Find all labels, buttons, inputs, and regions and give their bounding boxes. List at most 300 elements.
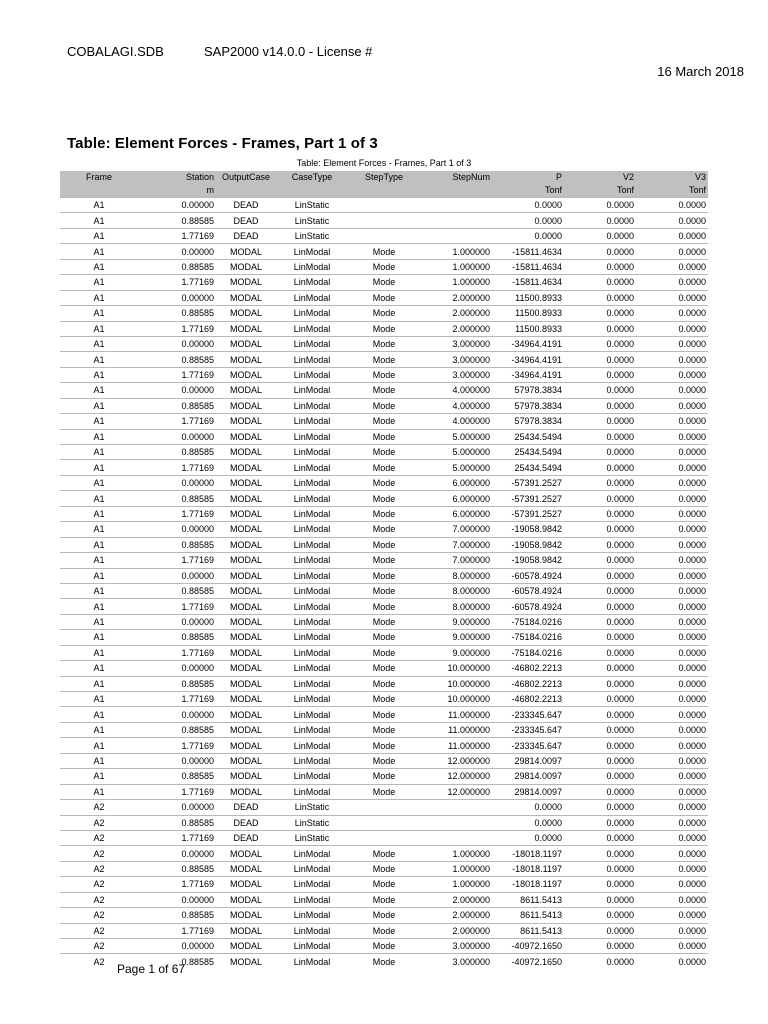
cell-v2: 0.0000: [606, 786, 634, 797]
cell-p: -15811.4634: [512, 261, 562, 272]
cell-case-type: LinModal: [293, 586, 331, 597]
table-row: [60, 784, 708, 799]
cell-output-case: MODAL: [229, 555, 262, 566]
cell-station: 1.77169: [181, 740, 214, 751]
cell-case-type: LinModal: [293, 292, 331, 303]
cell-p: -75184.0216: [511, 647, 562, 658]
cell-v2: 0.0000: [606, 694, 634, 705]
table-row: [60, 306, 708, 321]
cell-p: -57391.2527: [511, 493, 562, 504]
cell-v2: 0.0000: [606, 601, 634, 612]
cell-v3: 0.0000: [678, 354, 706, 365]
cell-v3: 0.0000: [678, 462, 706, 473]
cell-station: 0.88585: [181, 493, 214, 504]
cell-v2: 0.0000: [606, 833, 634, 844]
cell-station: 0.88585: [181, 632, 214, 643]
cell-frame: A1: [93, 200, 105, 211]
cell-v3: 0.0000: [678, 647, 706, 658]
cell-step-type: Mode: [372, 925, 396, 936]
cell-v3: 0.0000: [678, 725, 706, 736]
cell-step-num: 3.000000: [452, 370, 490, 381]
cell-step-num: 1.000000: [452, 864, 490, 875]
cell-p: 8611.5413: [520, 910, 562, 921]
cell-station: 0.88585: [181, 308, 214, 319]
cell-case-type: LinModal: [293, 323, 331, 334]
cell-v2: 0.0000: [606, 539, 634, 550]
col-header-frame: Frame: [60, 171, 138, 184]
cell-output-case: MODAL: [229, 678, 262, 689]
cell-p: 0.0000: [534, 215, 562, 226]
cell-output-case: MODAL: [229, 647, 262, 658]
cell-output-case: MODAL: [229, 694, 262, 705]
table-row: [60, 861, 708, 876]
cell-station: 1.77169: [181, 370, 214, 381]
cell-frame: A1: [93, 647, 105, 658]
col-header-output-case: OutputCase: [216, 171, 276, 184]
cell-case-type: LinModal: [293, 447, 331, 458]
cell-step-num: 5.000000: [452, 431, 490, 442]
cell-v3: 0.0000: [678, 678, 706, 689]
cell-output-case: MODAL: [229, 493, 262, 504]
cell-step-num: 12.000000: [447, 786, 490, 797]
table-row: [60, 568, 708, 583]
cell-step-type: Mode: [372, 694, 396, 705]
cell-case-type: LinStatic: [294, 817, 330, 828]
cell-step-num: 9.000000: [452, 632, 490, 643]
cell-frame: A1: [93, 539, 105, 550]
cell-p: 11500.8933: [515, 323, 562, 334]
cell-case-type: LinModal: [293, 864, 331, 875]
table-heading: Table: Element Forces - Frames, Part 1 of 3: [67, 135, 378, 152]
cell-step-num: [420, 800, 492, 815]
cell-case-type: LinModal: [293, 879, 331, 890]
cell-frame: A1: [93, 617, 105, 628]
cell-case-type: LinModal: [293, 555, 331, 566]
cell-frame: A1: [93, 308, 105, 319]
cell-case-type: LinModal: [293, 354, 331, 365]
cell-station: 1.77169: [181, 879, 214, 890]
cell-case-type: LinModal: [293, 416, 331, 427]
cell-step-type: Mode: [372, 277, 396, 288]
cell-output-case: MODAL: [229, 864, 262, 875]
cell-v2: 0.0000: [606, 323, 634, 334]
cell-step-type: Mode: [372, 524, 396, 535]
table-row: [60, 939, 708, 954]
cell-v3: 0.0000: [678, 308, 706, 319]
cell-v3: 0.0000: [678, 447, 706, 458]
cell-p: 0.0000: [534, 231, 562, 242]
cell-step-type: [348, 830, 420, 845]
table-row: [60, 244, 708, 259]
cell-v3: 0.0000: [678, 925, 706, 936]
cell-v2: 0.0000: [606, 771, 634, 782]
cell-v2: 0.0000: [606, 370, 634, 381]
cell-v2: 0.0000: [606, 647, 634, 658]
table-row: [60, 877, 708, 892]
cell-output-case: MODAL: [229, 786, 262, 797]
cell-frame: A2: [93, 833, 105, 844]
cell-case-type: LinModal: [293, 246, 331, 257]
table-row: [60, 707, 708, 722]
cell-station: 0.00000: [181, 385, 214, 396]
cell-p: 57978.3834: [514, 385, 562, 396]
cell-output-case: MODAL: [229, 246, 262, 257]
cell-p: 8611.5413: [520, 925, 562, 936]
cell-output-case: MODAL: [229, 524, 262, 535]
cell-step-type: Mode: [372, 447, 396, 458]
cell-v3: 0.0000: [678, 740, 706, 751]
cell-case-type: LinModal: [293, 570, 331, 581]
cell-p: -18018.1197: [512, 879, 562, 890]
cell-step-type: Mode: [372, 416, 396, 427]
cell-p: 0.0000: [534, 200, 562, 211]
cell-frame: A1: [93, 524, 105, 535]
cell-frame: A1: [93, 385, 105, 396]
cell-v2: 0.0000: [606, 339, 634, 350]
cell-v3: 0.0000: [678, 524, 706, 535]
cell-v3: 0.0000: [678, 802, 706, 813]
cell-step-num: 2.000000: [452, 292, 490, 303]
cell-case-type: LinStatic: [294, 215, 330, 226]
cell-output-case: MODAL: [229, 956, 262, 967]
cell-v2: 0.0000: [606, 663, 634, 674]
cell-case-type: LinModal: [293, 493, 331, 504]
table-row: [60, 506, 708, 521]
table-row: [60, 830, 708, 845]
cell-step-num: 8.000000: [452, 586, 490, 597]
cell-station: 1.77169: [181, 555, 214, 566]
cell-v2: 0.0000: [606, 879, 634, 890]
col-header-step-num: StepNum: [420, 171, 492, 184]
cell-output-case: MODAL: [229, 478, 262, 489]
unit-frame: [60, 184, 138, 198]
cell-step-num: 1.000000: [452, 277, 490, 288]
cell-output-case: MODAL: [229, 617, 262, 628]
cell-step-num: 2.000000: [452, 308, 490, 319]
cell-v3: 0.0000: [678, 493, 706, 504]
cell-frame: A1: [93, 370, 105, 381]
cell-p: -34964.4191: [511, 370, 562, 381]
cell-frame: A1: [93, 663, 105, 674]
cell-v3: 0.0000: [678, 400, 706, 411]
cell-step-type: Mode: [372, 647, 396, 658]
cell-v3: 0.0000: [678, 508, 706, 519]
cell-frame: A1: [93, 725, 105, 736]
cell-v3: 0.0000: [678, 370, 706, 381]
cell-frame: A1: [93, 709, 105, 720]
table-row: [60, 553, 708, 568]
cell-p: 11500.8933: [515, 292, 562, 303]
cell-station: 1.77169: [181, 647, 214, 658]
cell-frame: A1: [93, 493, 105, 504]
element-forces-table: [60, 171, 708, 969]
table-row: [60, 661, 708, 676]
cell-case-type: LinStatic: [294, 200, 330, 211]
cell-frame: A1: [93, 354, 105, 365]
cell-v2: 0.0000: [606, 709, 634, 720]
cell-step-num: [420, 830, 492, 845]
cell-output-case: DEAD: [233, 817, 259, 828]
table-row: [60, 537, 708, 552]
table-row: [60, 892, 708, 907]
cell-step-num: 1.000000: [452, 246, 490, 257]
cell-step-type: Mode: [372, 246, 396, 257]
cell-v3: 0.0000: [678, 910, 706, 921]
cell-step-type: Mode: [372, 941, 396, 952]
cell-station: 0.00000: [181, 478, 214, 489]
cell-case-type: LinModal: [293, 617, 331, 628]
cell-case-type: LinModal: [293, 339, 331, 350]
cell-p: -19058.9842: [511, 539, 562, 550]
file-name: COBALAGI.SDB: [67, 44, 164, 59]
cell-case-type: LinModal: [293, 755, 331, 766]
cell-frame: A2: [93, 910, 105, 921]
cell-v2: 0.0000: [606, 385, 634, 396]
table-row: [60, 599, 708, 614]
cell-station: 0.00000: [181, 292, 214, 303]
cell-step-type: Mode: [372, 570, 396, 581]
cell-v3: 0.0000: [678, 786, 706, 797]
cell-frame: A1: [93, 586, 105, 597]
table-row: [60, 352, 708, 367]
cell-output-case: MODAL: [229, 848, 262, 859]
cell-p: -46802.2213: [511, 694, 562, 705]
unit-step-num: [420, 184, 492, 198]
cell-step-type: Mode: [372, 261, 396, 272]
cell-step-type: Mode: [372, 508, 396, 519]
cell-v2: 0.0000: [606, 354, 634, 365]
cell-output-case: MODAL: [229, 632, 262, 643]
cell-frame: A1: [93, 678, 105, 689]
cell-frame: A2: [93, 848, 105, 859]
cell-v2: 0.0000: [606, 570, 634, 581]
cell-step-type: [348, 800, 420, 815]
cell-p: -15811.4634: [512, 246, 562, 257]
cell-step-num: 11.000000: [448, 725, 490, 736]
cell-p: -57391.2527: [511, 508, 562, 519]
cell-step-num: 10.000000: [447, 678, 490, 689]
cell-station: 0.88585: [181, 586, 214, 597]
cell-station: 0.88585: [181, 956, 214, 967]
cell-v2: 0.0000: [606, 864, 634, 875]
cell-station: 0.00000: [181, 941, 214, 952]
cell-step-type: Mode: [372, 632, 396, 643]
cell-case-type: LinStatic: [294, 802, 330, 813]
table-row: [60, 445, 708, 460]
cell-p: 25434.5494: [514, 462, 562, 473]
cell-v2: 0.0000: [606, 617, 634, 628]
unit-step-type: [348, 184, 420, 198]
cell-step-type: [348, 213, 420, 228]
cell-frame: A1: [93, 447, 105, 458]
cell-case-type: LinModal: [293, 725, 331, 736]
cell-p: 57978.3834: [514, 400, 562, 411]
cell-step-type: Mode: [372, 478, 396, 489]
cell-step-type: Mode: [372, 493, 396, 504]
cell-v2: 0.0000: [606, 493, 634, 504]
cell-case-type: LinModal: [293, 539, 331, 550]
cell-p: 29814.0097: [514, 771, 562, 782]
cell-station: 1.77169: [181, 416, 214, 427]
cell-step-type: Mode: [372, 910, 396, 921]
cell-step-num: 10.000000: [447, 663, 490, 674]
cell-station: 0.88585: [181, 215, 214, 226]
cell-frame: A2: [93, 817, 105, 828]
cell-p: -75184.0216: [511, 617, 562, 628]
cell-station: 0.88585: [181, 539, 214, 550]
cell-station: 1.77169: [181, 694, 214, 705]
cell-v3: 0.0000: [678, 323, 706, 334]
cell-step-num: 5.000000: [452, 447, 490, 458]
cell-v3: 0.0000: [678, 261, 706, 272]
table-row: [60, 645, 708, 660]
cell-p: 0.0000: [534, 817, 562, 828]
cell-v2: 0.0000: [606, 848, 634, 859]
cell-case-type: LinStatic: [294, 833, 330, 844]
cell-case-type: LinModal: [293, 771, 331, 782]
cell-v2: 0.0000: [606, 246, 634, 257]
cell-step-num: 1.000000: [452, 261, 490, 272]
cell-station: 1.77169: [181, 786, 214, 797]
cell-frame: A2: [93, 864, 105, 875]
cell-output-case: MODAL: [229, 740, 262, 751]
cell-output-case: MODAL: [229, 385, 262, 396]
cell-case-type: LinModal: [293, 400, 331, 411]
cell-output-case: MODAL: [229, 416, 262, 427]
cell-p: -40972.1650: [511, 956, 562, 967]
cell-frame: A2: [93, 925, 105, 936]
cell-case-type: LinModal: [293, 508, 331, 519]
cell-step-num: 2.000000: [452, 910, 490, 921]
cell-v3: 0.0000: [678, 956, 706, 967]
cell-station: 0.00000: [181, 663, 214, 674]
cell-output-case: DEAD: [233, 200, 259, 211]
cell-v3: 0.0000: [678, 817, 706, 828]
cell-p: -233345.647: [511, 709, 562, 720]
cell-frame: A1: [93, 462, 105, 473]
table-row: [60, 923, 708, 938]
cell-frame: A1: [93, 601, 105, 612]
cell-v2: 0.0000: [606, 755, 634, 766]
cell-station: 0.00000: [181, 894, 214, 905]
cell-case-type: LinModal: [293, 678, 331, 689]
table-row: [60, 522, 708, 537]
cell-frame: A1: [93, 740, 105, 751]
cell-frame: A1: [93, 632, 105, 643]
cell-step-type: Mode: [372, 601, 396, 612]
table-row: [60, 769, 708, 784]
cell-p: -19058.9842: [511, 524, 562, 535]
cell-station: 0.88585: [181, 261, 214, 272]
table-row: [60, 800, 708, 815]
cell-step-num: 7.000000: [452, 524, 490, 535]
cell-step-num: 6.000000: [452, 478, 490, 489]
cell-case-type: LinModal: [293, 261, 331, 272]
cell-v3: 0.0000: [678, 864, 706, 875]
cell-step-num: 6.000000: [452, 493, 490, 504]
cell-station: 0.00000: [181, 339, 214, 350]
cell-output-case: MODAL: [229, 570, 262, 581]
cell-frame: A2: [93, 894, 105, 905]
cell-p: 25434.5494: [514, 431, 562, 442]
cell-case-type: LinModal: [293, 910, 331, 921]
table-row: [60, 491, 708, 506]
cell-v2: 0.0000: [606, 462, 634, 473]
cell-v3: 0.0000: [678, 416, 706, 427]
cell-output-case: MODAL: [229, 663, 262, 674]
cell-v3: 0.0000: [678, 385, 706, 396]
table-body: [60, 198, 708, 969]
cell-output-case: MODAL: [229, 539, 262, 550]
cell-station: 0.00000: [181, 524, 214, 535]
cell-v2: 0.0000: [606, 200, 634, 211]
cell-step-type: Mode: [372, 323, 396, 334]
cell-case-type: LinModal: [293, 709, 331, 720]
cell-station: 0.88585: [181, 354, 214, 365]
cell-frame: A1: [93, 786, 105, 797]
cell-step-num: 4.000000: [452, 400, 490, 411]
cell-step-type: Mode: [372, 786, 396, 797]
cell-station: 0.88585: [181, 817, 214, 828]
cell-v3: 0.0000: [678, 663, 706, 674]
unit-case-type: [276, 184, 348, 198]
cell-p: 11500.8933: [515, 308, 562, 319]
cell-step-type: Mode: [372, 370, 396, 381]
table-row: [60, 321, 708, 336]
cell-frame: A1: [93, 570, 105, 581]
table-row: [60, 722, 708, 737]
cell-step-num: 11.000000: [448, 740, 490, 751]
cell-step-type: Mode: [372, 431, 396, 442]
cell-p: -40972.1650: [511, 941, 562, 952]
cell-station: 0.00000: [181, 802, 214, 813]
cell-v3: 0.0000: [678, 617, 706, 628]
cell-case-type: LinModal: [293, 941, 331, 952]
table-row: [60, 815, 708, 830]
cell-output-case: MODAL: [229, 400, 262, 411]
unit-v2: Tonf: [564, 184, 636, 198]
cell-v2: 0.0000: [606, 416, 634, 427]
units-header-row: [60, 184, 708, 198]
cell-station: 0.88585: [181, 678, 214, 689]
cell-v3: 0.0000: [678, 848, 706, 859]
cell-step-type: Mode: [372, 956, 396, 967]
table-row: [60, 398, 708, 413]
cell-v2: 0.0000: [606, 524, 634, 535]
cell-step-num: 1.000000: [452, 848, 490, 859]
cell-output-case: DEAD: [233, 231, 259, 242]
cell-v2: 0.0000: [606, 632, 634, 643]
cell-frame: A2: [93, 941, 105, 952]
cell-v2: 0.0000: [606, 231, 634, 242]
cell-step-num: 2.000000: [452, 925, 490, 936]
program-license: SAP2000 v14.0.0 - License #: [204, 44, 373, 59]
cell-station: 0.00000: [181, 246, 214, 257]
table-row: [60, 290, 708, 305]
cell-p: 25434.5494: [514, 447, 562, 458]
cell-step-num: 9.000000: [452, 617, 490, 628]
cell-v2: 0.0000: [606, 308, 634, 319]
table-row: [60, 738, 708, 753]
cell-case-type: LinModal: [293, 524, 331, 535]
cell-station: 0.88585: [181, 771, 214, 782]
table-row: [60, 475, 708, 490]
cell-case-type: LinModal: [293, 478, 331, 489]
cell-case-type: LinModal: [293, 694, 331, 705]
cell-frame: A1: [93, 478, 105, 489]
cell-v3: 0.0000: [678, 539, 706, 550]
cell-step-num: 3.000000: [452, 941, 490, 952]
